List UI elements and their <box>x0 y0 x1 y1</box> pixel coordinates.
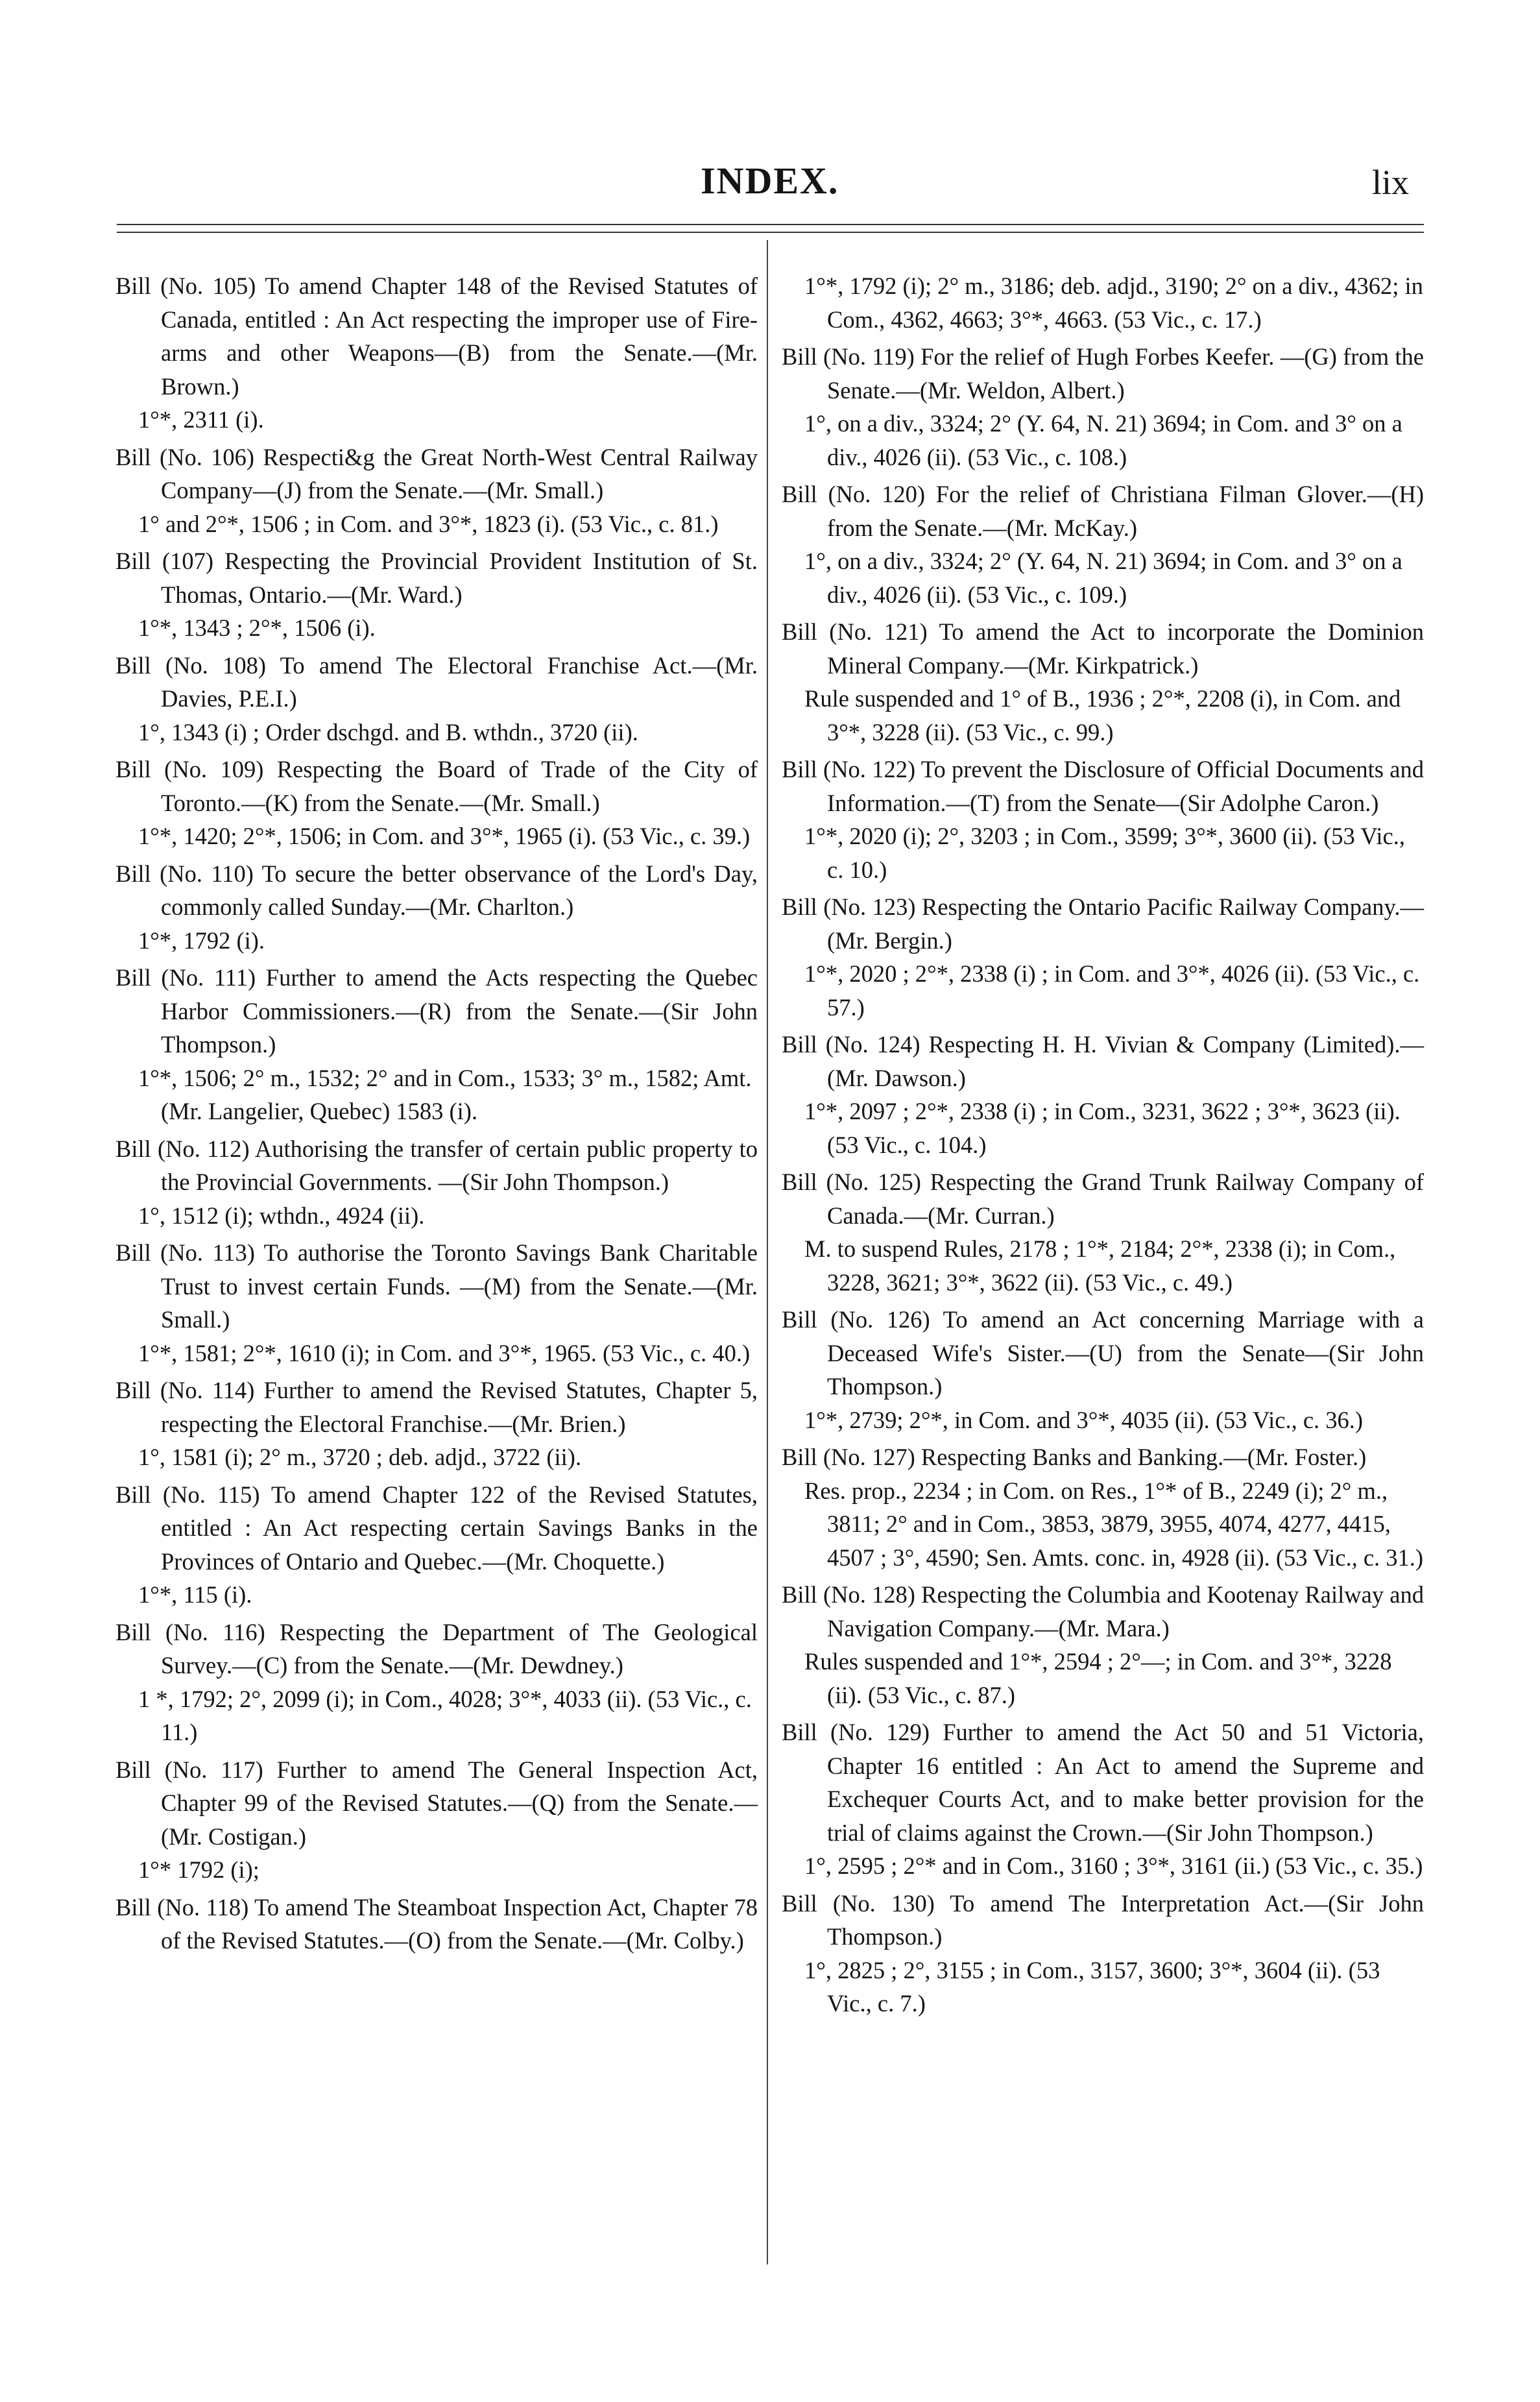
bill-progress: 1°*, 1581; 2°*, 1610 (i); in Com. and 3°*, 1965. (53 Vic., c. 40.) <box>138 1339 751 1366</box>
bill-heading: Bill (No. 120) For the relief of Christiana Filman Glover.—(H) from the Senate.—(Mr. McKay.) <box>782 481 1424 541</box>
bill-heading: Bill (No. 112) Authorising the transfer of certain public property to the Provincial Governments. —(Sir John Thompson.) <box>115 1135 758 1195</box>
bill-heading: Bill (No. 108) To amend The Electoral Franchise Act.—(Mr. Davies, P.E.I.) <box>115 651 758 712</box>
page-title: INDEX. <box>701 160 839 202</box>
index-entry <box>782 1303 1424 1437</box>
bill-progress: 1°* 1792 (i); <box>138 1856 259 1883</box>
bill-progress: 1°, 1343 (i) ; Order dschgd. and B. wthdn., 3720 (ii). <box>138 718 638 746</box>
index-entry <box>782 478 1424 611</box>
bill-progress: 1°*, 1506; 2° m., 1532; 2° and in Com., 1533; 3° m., 1582; Amt. (Mr. Langelier, Quebec) 1583 (i). <box>138 1064 752 1124</box>
bill-progress: 1°*, 2311 (i). <box>138 406 264 433</box>
bill-heading: Bill (No. 114) Further to amend the Revised Statutes, Chapter 5, respecting the Electoral Franchise.—(Mr. Brien.) <box>115 1377 758 1437</box>
bill-heading: Bill (No. 106) Respecti&g the Great North-West Central Railway Company—(J) from the Senate.—(Mr. Small.) <box>115 443 758 503</box>
bill-progress: 1°, 2595 ; 2°* and in Com., 3160 ; 3°*, 3161 (ii.) (53 Vic., c. 35.) <box>804 1852 1423 1879</box>
column-divider <box>767 240 768 2264</box>
bill-progress: 1°*, 2739; 2°*, in Com. and 3°*, 4035 (ii). (53 Vic., c. 36.) <box>804 1406 1364 1433</box>
bill-heading: Bill (No. 117) Further to amend The General Inspection Act, Chapter 99 of the Revised Statutes.—(Q) from the Senate.—(Mr. Costigan.) <box>115 1756 758 1850</box>
bill-heading: Bill (No. 105) To amend Chapter 148 of the Revised Statutes of Canada, entitled : An Act respecting the improper use of Fire-arms and other Weapons—(B) from the Senate.—(Mr. Brown.) <box>115 273 758 400</box>
left-column <box>115 269 758 1961</box>
index-entry <box>782 1578 1424 1712</box>
bill-progress: 1°*, 1343 ; 2°*, 1506 (i). <box>138 614 376 641</box>
bill-heading: Bill (No. 127) Respecting Banks and Banking.—(Mr. Foster.) <box>782 1444 1367 1470</box>
bill-progress: M. to suspend Rules, 2178 ; 1°*, 2184; 2°*, 2338 (i); in Com., 3228, 3621; 3°*, 3622 (ii). (53 Vic., c. 49.) <box>804 1235 1396 1296</box>
index-entry <box>782 269 1424 336</box>
bill-progress: 1°, on a div., 3324; 2° (Y. 64, N. 21) 3694; in Com. and 3° on a div., 4026 (ii). (53 Vic., c. 108.) <box>804 410 1402 470</box>
index-entry <box>115 544 758 645</box>
bill-heading: Bill (No. 113) To authorise the Toronto Savings Bank Charitable Trust to invest certain Funds. —(M) from the Senate.—(Mr. Small.) <box>115 1239 758 1333</box>
index-entry <box>115 857 758 958</box>
bill-heading: Bill (No. 129) Further to amend the Act 50 and 51 Victoria, Chapter 16 entitled : An Act to amend the Supreme and Exchequer Courts Act, and to make better provision for the trial of claims against the Crown.—(Sir John Thompson.) <box>782 1719 1424 1846</box>
bill-heading: Bill (No. 130) To amend The Interpretation Act.—(Sir John Thompson.) <box>782 1889 1424 1950</box>
index-entry <box>115 1132 758 1233</box>
bill-progress: 1°*, 1792 (i). <box>138 927 265 954</box>
bill-progress: 1° and 2°*, 1506 ; in Com. and 3°*, 1823 (i). (53 Vic., c. 81.) <box>138 510 719 537</box>
bill-heading: Bill (No. 128) Respecting the Columbia and Kootenay Railway and Navigation Company.—(Mr. Mara.) <box>782 1581 1424 1642</box>
bill-progress: 1°*, 1420; 2°*, 1506; in Com. and 3°*, 1965 (i). (53 Vic., c. 39.) <box>138 823 751 849</box>
page-number: lix <box>1372 163 1410 202</box>
bill-heading: Bill (No. 119) For the relief of Hugh Forbes Keefer. —(G) from the Senate.—(Mr. Weldon, Albert.) <box>782 343 1424 404</box>
bill-progress: Rules suspended and 1°*, 2594 ; 2°—; in Com. and 3°*, 3228 (ii). (53 Vic., c. 87.) <box>804 1648 1392 1708</box>
bill-progress: 1°, 1512 (i); wthdn., 4924 (ii). <box>138 1202 425 1229</box>
bill-progress: Rule suspended and 1° of B., 1936 ; 2°*, 2208 (i), in Com. and 3°*, 3228 (ii). (53 Vic., c. 99.) <box>804 685 1401 746</box>
index-entry <box>115 1753 758 1887</box>
index-entry <box>115 441 758 541</box>
index-entry <box>115 1478 758 1612</box>
bill-progress: 1°*, 2020 ; 2°*, 2338 (i) ; in Com. and 3°*, 4026 (ii). (53 Vic., c. 57.) <box>804 960 1420 1021</box>
bill-heading: Bill (No. 109) Respecting the Board of Trade of the City of Toronto.—(K) from the Senate.—(Mr. Small.) <box>115 756 758 816</box>
index-entry <box>782 1028 1424 1161</box>
bill-heading: Bill (No. 111) Further to amend the Acts respecting the Quebec Harbor Commissioners.—(R) from the Senate.—(Sir John Thompson.) <box>115 964 758 1058</box>
bill-progress: 1°*, 1792 (i); 2° m., 3186; deb. adjd., 3190; 2° on a div., 4362; in Com., 4362, 4663; 3°*, 4663. (53 Vic., c. 17.) <box>804 273 1423 333</box>
bill-heading: Bill (No. 122) To prevent the Disclosure of Official Documents and Information.—(T) from the Senate—(Sir Adolphe Caron.) <box>782 756 1424 816</box>
bill-heading: Bill (No. 116) Respecting the Department of The Geological Survey.—(C) from the Senate.—(Mr. Dewdney.) <box>115 1618 758 1679</box>
index-entry <box>782 890 1424 1024</box>
index-entry <box>782 340 1424 474</box>
bill-heading: Bill (No. 123) Respecting the Ontario Pacific Railway Company.—(Mr. Bergin.) <box>782 893 1424 954</box>
bill-progress: 1 *, 1792; 2°, 2099 (i); in Com., 4028; 3°*, 4033 (ii). (53 Vic., c. 11.) <box>138 1685 752 1745</box>
header-rule-top <box>117 224 1424 225</box>
bill-progress: Res. prop., 2234 ; in Com. on Res., 1°* of B., 2249 (i); 2° m., 3811; 2° and in Com., 3853, 3879, 3955, 4074, 4277, 4415, 4507 ; 3°, 4590; Sen. Amts. conc. in, 4928 (ii). (53 Vic., c. 31.) <box>804 1477 1424 1571</box>
index-entry <box>115 961 758 1128</box>
bill-heading: Bill (No. 125) Respecting the Grand Trunk Railway Company of Canada.—(Mr. Curran.) <box>782 1169 1424 1229</box>
bill-progress: 1°*, 115 (i). <box>138 1581 252 1608</box>
index-entry <box>115 753 758 853</box>
index-entry <box>115 1374 758 1474</box>
index-entry <box>782 753 1424 886</box>
index-entry <box>115 269 758 437</box>
bill-heading: Bill (No. 115) To amend Chapter 122 of the Revised Statutes, entitled : An Act respecting certain Savings Banks in the Provinces of Ontario and Quebec.—(Mr. Choquette.) <box>115 1481 758 1575</box>
bill-progress: 1°*, 2020 (i); 2°, 3203 ; in Com., 3599; 3°*, 3600 (ii). (53 Vic., c. 10.) <box>804 823 1406 883</box>
index-entry <box>782 1440 1424 1574</box>
index-entry <box>782 1887 1424 2020</box>
index-entry <box>782 615 1424 749</box>
index-entry <box>115 1616 758 1749</box>
bill-heading: Bill (No. 121) To amend the Act to incorporate the Dominion Mineral Company.—(Mr. Kirkpatrick.) <box>782 618 1424 679</box>
bill-heading: Bill (No. 124) Respecting H. H. Vivian & Company (Limited).—(Mr. Dawson.) <box>782 1031 1424 1091</box>
bill-heading: Bill (No. 110) To secure the better observance of the Lord's Day, commonly called Sunday.—(Mr. Charlton.) <box>115 860 758 920</box>
index-entry <box>115 1236 758 1370</box>
right-column <box>782 269 1424 2024</box>
index-entry <box>782 1716 1424 1883</box>
index-entry <box>115 649 758 749</box>
bill-heading: Bill (No. 118) To amend The Steamboat Inspection Act, Chapter 78 of the Revised Statutes.—(O) from the Senate.—(Mr. Colby.) <box>115 1893 758 1954</box>
bill-progress: 1°, 1581 (i); 2° m., 3720 ; deb. adjd., 3722 (ii). <box>138 1444 582 1470</box>
bill-progress: 1°, on a div., 3324; 2° (Y. 64, N. 21) 3694; in Com. and 3° on a div., 4026 (ii). (53 Vic., c. 109.) <box>804 548 1402 608</box>
bill-heading: Bill (No. 126) To amend an Act concerning Marriage with a Deceased Wife's Sister.—(U) from the Senate—(Sir John Thompson.) <box>782 1306 1424 1400</box>
index-entry <box>782 1165 1424 1299</box>
bill-heading: Bill (107) Respecting the Provincial Provident Institution of St. Thomas, Ontario.—(Mr. Ward.) <box>115 548 758 608</box>
bill-progress: 1°, 2825 ; 2°, 3155 ; in Com., 3157, 3600; 3°*, 3604 (ii). (53 Vic., c. 7.) <box>804 1956 1380 2017</box>
bill-progress: 1°*, 2097 ; 2°*, 2338 (i) ; in Com., 3231, 3622 ; 3°*, 3623 (ii). (53 Vic., c. 104.) <box>804 1098 1401 1158</box>
index-entry <box>115 1891 758 1958</box>
header-rule-bottom <box>117 232 1424 233</box>
